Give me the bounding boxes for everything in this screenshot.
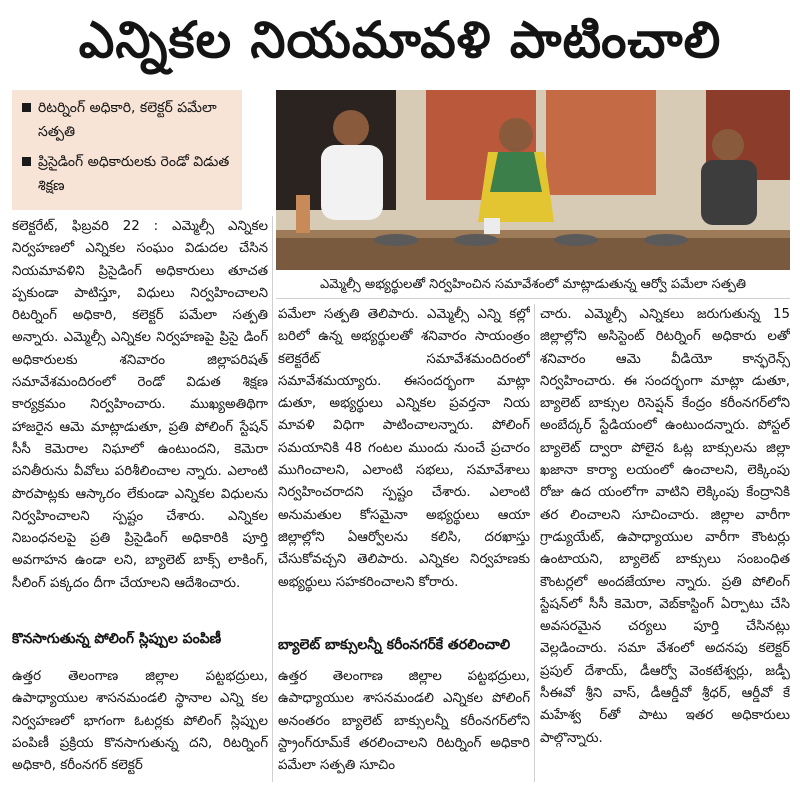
article-column-1-continued bbox=[12, 666, 268, 781]
headline: ఎన్నికల నియమావళి పాటించాలి bbox=[78, 11, 722, 69]
article-paragraph: పమేలా సత్పతి తెలిపారు. ఎమ్మెల్సీ ఎన్ని కల్లో బరిలో ఉన్న అభ్యర్థులతో శనివారం సాయంత్రం కలెక్టరేట్ సమావేశమందిరంలో సమావేశమయ్యారు. ఈసందర్భంగా మాట్లా డుతూ, అభ్యర్థులు ఎన్నికల ప్రవర్తనా నియ మావళి విధిగా పాటించాలన్నారు. పోలింగ్ సమయానికి 48 గంటల ముందు నుంచే ప్రచారం ముగించాలని, ఎలాంటి సభలు, సమావేశాలు నిర్వహించరాదని స్పష్టం చేశారు. ఎలాంటి అనుమతుల కోసమైనా అభ్యర్థులు ఆయా జిల్లాల్లోని ఏఆర్వోలను కలిసి, దరఖాస్తు చేసుకోవచ్చని తెలిపారు. ఎన్నికల నిర్వహణకు అభ్యర్థులు సహకరించాలని కోరారు. bbox=[278, 307, 530, 590]
highlights-box bbox=[12, 90, 242, 210]
article-column-1 bbox=[12, 216, 268, 614]
article-paragraph: కలెక్టరేట్, ఫిబ్రవరి 22 : ఎమ్మెల్సీ ఎన్నికల నిర్వహణలో ఎన్నికల సంఘం విడుదల చేసిన నియమావళిని ప్రిసైడింగ్ అధికారులు తూచత ప్పకుండా పాటిస్తూ, విధులు నిర్వహించాలని రిటర్నింగ్ అధికారి, కలెక్టర్ పమేలా సత్పతి అన్నారు. ఎమ్మెల్సీ ఎన్నికల నిర్వహణపై ప్రిసై డింగ్ అధికారులకు శనివారం జిల్లాపరిషత్ సమావేశమందిరంలో రెండో విడుత శిక్షణ కార్యక్రమం నిర్వహించారు. ముఖ్యఅతిథిగా హాజరైన ఆమె మాట్లాడుతూ, ప్రతి పోలింగ్ స్టేషన్ సీసీ కెమెరాల నిఘాలో ఉంటుందని, కెమెరా పనితీరును వీవోలు పరిశీలించాల న్నారు. ఎలాంటి పొరపాట్లకు ఆస్కారం లేకుండా ఎన్నికల విధులను నిర్వహించాలని స్పష్టం చేశారు. ఎన్నికల నిబంధనలపై ప్రతి ప్రిసైడింగ్ అధికారికి పూర్తి అవగాహన ఉండా లని, బ్యాలెట్ బాక్స్ లాకింగ్, సీలింగ్ పక్కదం దీగా చేయాలని ఆదేశించారు. bbox=[12, 219, 268, 591]
article-column-2-continued bbox=[278, 666, 530, 781]
article-column-2 bbox=[278, 304, 530, 624]
meeting-photo-illustration bbox=[276, 90, 790, 270]
section-subhead: కొనసాగుతున్న పోలింగ్ స్లిప్పుల పంపిణీ bbox=[12, 631, 222, 647]
highlight-text: ప్రిసైడింగ్ అధికారులకు రెండో విడుత శిక్షణ bbox=[38, 154, 230, 194]
article-column-3 bbox=[540, 304, 790, 782]
section-subhead: బ్యాలెట్ బాక్సులన్నీ కరీంనగర్‌కే తరలించాలి bbox=[278, 637, 511, 653]
news-photo bbox=[276, 90, 790, 270]
highlight-item bbox=[22, 96, 234, 144]
square-bullet-icon bbox=[22, 103, 31, 112]
article-paragraph: ఉత్తర తెలంగాణ జిల్లాల పట్టభద్రులు, ఉపాధ్యాయుల శాసనమండలి స్థానాల ఎన్ని కల నిర్వహణలో భాగంగా ఓటర్లకు పోలింగ్ స్లిప్పుల పంపిణీ ప్రక్రియ కొనసాగుతున్న దని, రిటర్నింగ్ అధికారి, కరీంనగర్ కలెక్టర్ bbox=[12, 669, 268, 774]
column-divider bbox=[272, 216, 273, 782]
photo-caption: ఎమ్మెల్సీ అభ్యర్థులతో నిర్వహించిన సమావేశంలో మాట్లాడుతున్న ఆర్వో పమేలా సత్పతి bbox=[276, 272, 790, 299]
column-divider bbox=[534, 304, 535, 782]
article-paragraph: చారు. ఎమ్మెల్సీ ఎన్నికలు జరుగుతున్న 15 జిల్లాల్లోని అసిస్టెంట్ రిటర్నింగ్ అధికారు లతో శనివారం ఆమె వీడియో కాన్ఫరెన్స్ నిర్వహించారు. ఈ సందర్భంగా మాట్లా డుతూ, బ్యాలెట్ బాక్సుల రిసెప్షన్ కేంద్రం కరీంనగర్‌లోని అంబేద్కర్ స్టేడియంలో ఉంటుందన్నారు. పోస్టల్ బ్యాలెట్ ద్వారా పోలైన ఓట్ల బాక్సులను జిల్లా ఖజానా కార్యా లయంలో ఉంచాలని, లెక్కింపు రోజు ఉద యంలోగా వాటిని లెక్కింపు కేంద్రానికి తర లించాలని సూచించారు. జిల్లాల వారీగా గ్రాడ్యుయేట్, ఉపాధ్యాయుల వారీగా కౌంటర్లు ఉంటాయని, బ్యాలెట్ బాక్సులు సంబంధిత కౌంటర్లలో అందజేయాల న్నారు. ప్రతి పోలింగ్ స్టేషన్‌లో సీసీ కెమెరా, వెబ్‌కాస్టింగ్ ఏర్పాటు చేసి అవసరమైన చర్యలు పూర్తి చేసినట్లు వెల్లడించారు. సమా వేశంలో అదనపు కలెక్టర్ ప్రపుల్ దేశాయ్, డీఆర్వో వెంకటేశ్వర్లు, జడ్పీ సీఈవో శ్రీని వాస్, డీఆర్డీవో శ్రీధర్, ఆర్డీవో కే మహేశ్వ ర్‌తో పాటు ఇతర అధికారులు పాల్గొన్నారు. bbox=[540, 307, 790, 746]
article-paragraph: ఉత్తర తెలంగాణ జిల్లాల పట్టభద్రులు, ఉపాధ్యాయుల శాసనమండలి ఎన్నికల పోలింగ్ అనంతరం బ్యాలెట్ బాక్సులన్నీ కరీంనగర్‌లోని స్ట్రాంగ్‌రూమ్‌కే తరలించాలని రిటర్నింగ్ అధికారి పమేలా సత్పతి సూచిం bbox=[278, 669, 530, 774]
highlight-text: రిటర్నింగ్ అధికారి, కలెక్టర్ పమేలా సత్పతి bbox=[38, 100, 217, 140]
square-bullet-icon bbox=[22, 157, 31, 166]
highlight-item bbox=[22, 150, 234, 198]
